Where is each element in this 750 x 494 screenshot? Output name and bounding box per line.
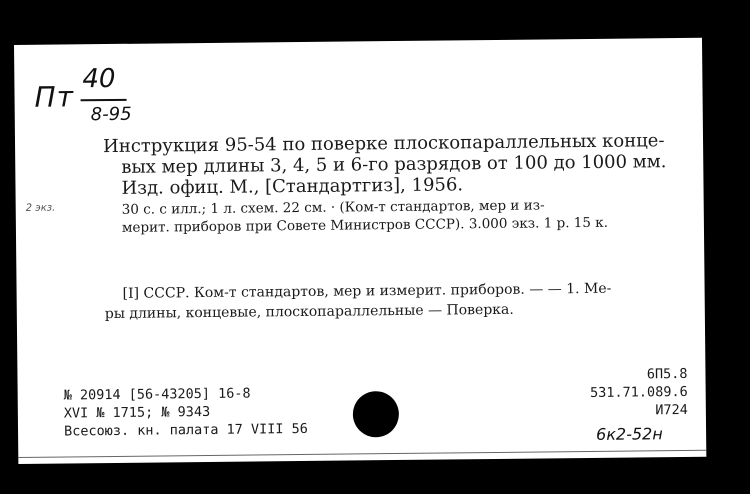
footer-left-line-2: XVI № 1715; № 9343 [63,403,211,422]
body-line-4: 30 с. с илл.; 1 л. схем. 22 см. · (Ком-т стандартов, мер и из- [121,197,545,218]
shelf-mark-fraction-line [81,99,127,101]
footer-right-line-3: И724 [655,401,688,419]
footer-left-line-3: Всесоюз. кн. палата 17 VIII 56 [63,420,308,440]
footer-left-line-1: № 20914 [56-43205] 16-8 [63,385,251,404]
body-line-3: Изд. офиц. М., [Стандартгиз], 1956. [121,174,464,199]
shelf-mark-number: 40 [82,63,116,95]
body-line-2: вых мер длины 3, 4, 5 и 6-го разрядов от 100 до 1000 мм. [121,151,667,178]
body-line-1: Инструкция 95-54 по поверке плоскопараллельных конце- [102,130,665,158]
shelf-mark-prefix: Пт [34,80,75,114]
subject-line-1: [I] СССР. Ком-т стандартов, мер и измерит. приборов. — — 1. Ме- [122,280,612,302]
margin-note: 2 экз. [25,202,56,214]
body-line-5: мерит. приборов при Совете Министров СССР). 3.000 экз. 1 р. 15 к. [121,214,609,236]
punch-hole [353,391,399,437]
footer-right-line-1: 6П5.8 [646,365,688,383]
card-bottom-edge-line [18,450,706,458]
catalog-card [14,38,706,464]
shelf-mark-denominator: 8-95 [90,103,132,126]
footer-right-line-2: 531.71.089.6 [590,383,688,401]
handwritten-bottom-note: 6к2-52н [596,424,663,444]
subject-line-2: ры длины, концевые, плоскопараллельные — Поверка. [104,301,514,323]
